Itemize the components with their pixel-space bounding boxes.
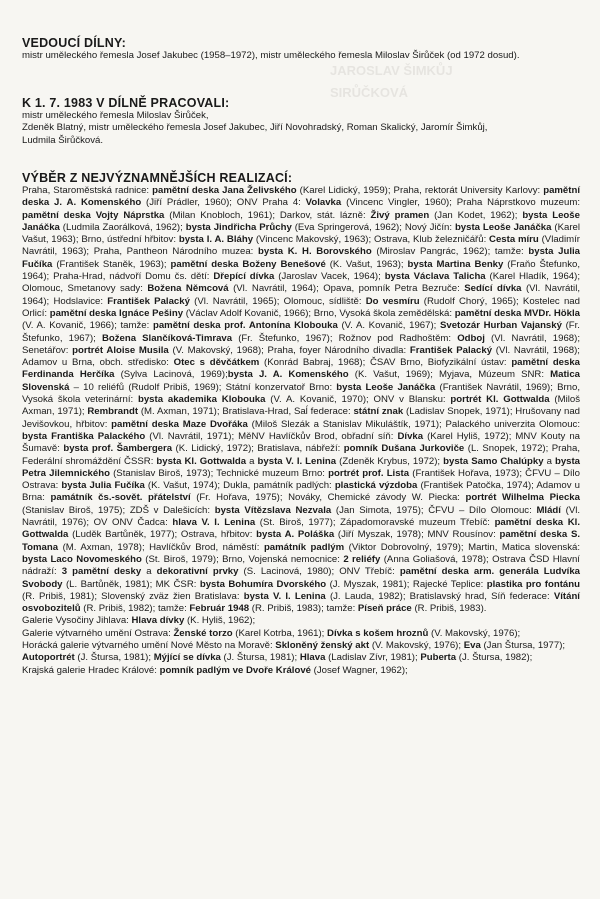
work-title: Odboj xyxy=(457,332,485,344)
work-title: bysta V. I. Lenina xyxy=(243,590,326,602)
staff-line: Ludmila Širůčková. xyxy=(22,134,104,146)
work-title: pomník padlým ve Dvoře Králové xyxy=(159,664,311,676)
work-detail: (Luděk Bartůněk, 1977); Ostrava, hřbitov: xyxy=(68,529,257,541)
work-title: bysta Vítězslava Nezvala xyxy=(214,504,332,516)
work-title: Mládí xyxy=(536,504,561,516)
work-title: portrét Wilhelma Piecka xyxy=(465,492,580,504)
work-detail: Praha, Staroměstská radnice: xyxy=(22,185,153,196)
work-detail: (Anna Goliašová, 1978); Ostrava ČSD Hlavní nádraží: xyxy=(22,553,580,578)
work-title: Dívka s košem hroznů xyxy=(327,627,429,639)
work-detail: Horácká galerie výtvarného umění Nové Město na Moravě: xyxy=(22,639,276,651)
work-detail: (R. Pribiš, 1983). xyxy=(411,603,487,615)
work-title: František Palacký xyxy=(107,295,190,307)
work-title: pamětní deska Ignáce Pešiny xyxy=(49,307,184,319)
work-title: bysta Kl. Gottwalda xyxy=(156,455,247,467)
work-detail: – 10 reliéfů (Rudolf Pribiš, 1969); Státní konzervatoř Brno: xyxy=(69,381,337,393)
work-title: bysta Julia Fučíka xyxy=(22,246,580,270)
work-title: pamětní deska Vojty Náprstka xyxy=(22,209,165,221)
work-title: Puberta xyxy=(420,652,457,664)
work-detail: (Vincenc Makovský, 1963); Ostrava, Klub železničářů: xyxy=(253,234,490,246)
work-title: pamětní deska Maze Dvořáka xyxy=(111,418,248,430)
work-title: dekorativní prvky xyxy=(156,566,239,578)
work-title: Eva xyxy=(463,639,481,651)
work-detail: (Fr. Hořava, 1975); Nováky, Chemické závody W. Piecka: xyxy=(190,492,466,504)
work-detail: (R. Pribiš, 1981); Slovenský zväz žien Bratislava: xyxy=(22,590,244,602)
work-detail: (Vl. Navrátil, 1968); Senetářov: xyxy=(22,332,580,356)
gallery-paragraph xyxy=(22,628,580,640)
work-detail: (Ladislav Snopek, 1971); Hrušovany nad Jevišovkou, hřbitov: xyxy=(22,406,580,430)
work-title: bysta Leoše Janáčka xyxy=(22,209,580,233)
work-title: 3 pamětní desky xyxy=(61,566,142,578)
work-detail: a xyxy=(141,566,157,578)
work-detail: (J. Štursa, 1982); xyxy=(456,652,533,664)
work-detail: (Jaroslav Vacek, 1964); xyxy=(274,271,385,283)
work-title: pamětní deska Ferdinanda Herčíka xyxy=(22,357,581,381)
work-title: plastická výzdoba xyxy=(334,480,418,492)
work-detail: (K. Vašut, 1969); Myjava, Múzeum SNR: xyxy=(348,369,551,381)
work-title: pamětní deska prof. Antonína Klobouka xyxy=(152,320,338,332)
work-title: Mýjící se dívka xyxy=(153,652,221,664)
work-detail: (K. Hyliš, 1962); xyxy=(184,615,256,627)
work-detail: (Miloš Slezák a Stanislav Mikuláštík, 1971); Palackého univerzita Olomouc: xyxy=(247,418,580,430)
work-title: 2 reliéfy xyxy=(343,553,381,565)
work-detail: (Milan Knobloch, 1961); Darkov, stát. lázně: xyxy=(164,209,371,221)
work-detail: (Vl. Navrátil, 1965); Olomouc, sídliště: xyxy=(189,295,366,307)
gallery-paragraph xyxy=(22,615,580,627)
work-title: bysta prof. Šambergera xyxy=(63,443,173,455)
work-detail: (L. Bartůněk, 1981); MK ČSR: xyxy=(62,578,200,590)
work-title: Skloněný ženský akt xyxy=(275,639,370,651)
work-detail: (V. A. Kovanič, 1966); tamže: xyxy=(22,320,153,332)
work-title: pamětní deska MVDr. Hökla xyxy=(454,307,580,319)
work-title: pamětní deska J. A. Komenského xyxy=(22,185,580,209)
work-detail: (Ludmila Zaorálková, 1962); xyxy=(59,221,186,233)
work-title: bysta Jindřicha Průchy xyxy=(185,221,292,233)
section-realizations xyxy=(22,171,580,677)
work-title: bysta A. Poláška xyxy=(256,529,335,541)
work-detail: (Vincenc Vingler, 1960); Praha Náprstkovo muzeum: xyxy=(341,197,580,209)
work-title: Vítání osvobozitelů xyxy=(22,590,580,615)
work-title: Hlava dívky xyxy=(131,615,185,627)
work-detail: (Vl. Navrátil, 1964); Opava, pomník Petra Bezruče: xyxy=(228,283,465,295)
work-detail: (Karel Hladík, 1964); Olomouc, Smetanovy sady: xyxy=(22,271,580,295)
work-title: bysta Petra Jilemnického xyxy=(22,455,581,479)
work-title: bysta K. H. Borovského xyxy=(258,246,372,258)
work-detail: (V. A. Kovanič, 1967); xyxy=(337,320,440,332)
work-detail: (Jan Štursa, 1977); xyxy=(480,639,566,651)
work-title: portrét prof. Lista xyxy=(328,467,410,479)
section-heading: K 1. 7. 1983 V DÍLNĚ PRACOVALI: xyxy=(22,96,230,110)
work-detail: (R. Pribiš, 1983); tamže: xyxy=(249,603,358,615)
work-detail: (Rudolf Chorý, 1965); Kostelec nad Orlicí: xyxy=(22,295,580,319)
section-heading: VÝBĚR Z NEJVÝZNAMNĚJŠÍCH REALIZACÍ: xyxy=(22,171,293,185)
work-detail: (Jiří Myszak, 1978); MNV Rousínov: xyxy=(334,529,500,541)
work-detail: (Vl. Navrátil, 1968); Adamov u Brna, obch. středisko: xyxy=(22,344,580,369)
work-detail: (Zdeněk Krybus, 1972); xyxy=(336,455,444,467)
work-detail: (Miloš Axman, 1971); xyxy=(22,394,581,418)
work-title: Matica Slovenská xyxy=(22,369,580,393)
work-detail: (František Navrátil, 1969); Brno, Vysoká škola veterinární: xyxy=(22,381,581,406)
work-detail: (J. Štursa, 1981); xyxy=(220,652,300,664)
work-title: Rembrandt xyxy=(87,406,139,418)
work-title: Cesta míru xyxy=(489,234,539,246)
work-detail: Galerie výtvarného umění Ostrava: xyxy=(22,627,174,639)
work-title: pamětní deska Jana Želivského xyxy=(152,185,297,196)
work-detail: (J. Myszak, 1981); Rajecké Teplice: xyxy=(326,578,487,590)
work-detail: (Karel Kotrba, 1961); xyxy=(232,627,328,639)
work-title: Otec s děvčátkem xyxy=(173,357,260,369)
show-through-text: JAROSLAV ŠIMKŮJ SIRŮČKOVÁ xyxy=(330,63,453,100)
work-detail: (Vladimír Navrátil, 1963); Praha, Pantheon Národního muzea: xyxy=(22,234,580,258)
work-detail: (Eva Springerová, 1962); Nový Jičín: xyxy=(291,221,455,233)
section-workshop-heads xyxy=(22,36,580,62)
work-title: hlava V. I. Lenina xyxy=(172,517,256,529)
work-detail: (Fraňo Štefunko, 1964); Praha-Hrad, nádvoří Domu čs. dětí: xyxy=(22,258,581,283)
work-title: bysta I. A. Bláhy xyxy=(178,234,254,246)
work-detail: (Václav Adolf Kovanič, 1966); Brno, Vysoká škola zemědělská: xyxy=(183,307,455,319)
work-title: bysta Leoše Janáčka xyxy=(336,381,436,393)
work-detail: Galerie Vysočiny Jihlava: xyxy=(22,615,132,627)
work-title: plastika pro fontánu xyxy=(486,578,580,590)
work-title: portrét Kl. Gottwalda xyxy=(450,394,550,406)
work-title: bysta V. I. Lenina xyxy=(257,455,337,467)
work-detail: (František Hořava, 1973); ČFVU – Dílo Ostrava: xyxy=(22,467,581,492)
work-detail: (St. Biroš, 1979); Brno, Vojenská nemocnice: xyxy=(141,553,344,565)
work-title: bysta Laco Novomeského xyxy=(22,553,142,565)
work-title: Píseň práce xyxy=(357,603,412,615)
work-detail: (Viktor Dobrovolný, 1979); Martin, Matica slovenská: xyxy=(344,541,580,553)
work-title: bysta akademika Klobouka xyxy=(137,394,266,406)
work-title: František Palacký xyxy=(409,344,493,356)
work-detail: (Stanislav Biroš, 1975); ZDŠ v Dalešicích: xyxy=(22,504,215,516)
section-heading: VEDOUCÍ DÍLNY: xyxy=(22,36,126,50)
work-detail: (Karel Lidický, 1959); Praha, rektorát University Karlovy: xyxy=(296,185,544,196)
work-detail: (Vl. Navrátil, 1964); Hodslavice: xyxy=(22,283,580,307)
work-detail: (M. Axman, 1971); Bratislava-Hrad, Saĺ federace: xyxy=(138,406,354,418)
work-title: bysta Bohumíra Dvorského xyxy=(199,578,327,590)
work-title: bysta J. A. Komenského xyxy=(227,369,349,381)
work-detail: (Vl. Navrátil, 1971); MěNV Havlíčkův Brod, obřadní síň: xyxy=(145,430,398,442)
work-title: bysta Václava Talicha xyxy=(384,271,486,283)
work-detail: (L. Snopek, 1972); Praha, Federální shromáždění ČSSR: xyxy=(22,443,580,467)
work-title: Dívka xyxy=(397,430,424,442)
work-detail: (Josef Wagner, 1962); xyxy=(311,664,408,676)
work-title: památník čs.-sovět. přátelství xyxy=(50,492,191,504)
work-detail: (Stanislav Biroš, 1973); Technické muzeum Brno: xyxy=(109,467,329,479)
work-title: Autoportrét xyxy=(22,652,75,664)
work-title: pomník Dušana Jurkoviče xyxy=(343,443,465,455)
work-title: bysta Františka Palackého xyxy=(22,430,146,442)
work-detail: (Fr. Štefunko, 1967); Rožnov pod Radhoštěm: xyxy=(232,332,458,344)
work-detail: a xyxy=(543,455,555,467)
work-detail: (Fr. Štefunko, 1967); xyxy=(22,320,580,344)
work-detail: (V. Makovský, 1976); xyxy=(428,627,521,639)
work-detail: (R. Pribiš, 1982); tamže: xyxy=(80,603,190,615)
work-title: portrét Aloise Musila xyxy=(72,344,169,356)
work-detail: (S. Lacinová, 1980); ONV Třebíč: xyxy=(238,566,400,578)
work-title: bysta Leoše Janáčka xyxy=(454,221,552,233)
work-title: Volavka xyxy=(305,197,342,209)
work-title: bysta Martina Benky xyxy=(407,258,504,270)
work-title: pamětní deska arm. generála Ludvíka Svobody xyxy=(22,566,580,590)
work-detail: (Jiří Prádler, 1960); ONV Praha 4: xyxy=(141,197,306,209)
gallery-paragraph xyxy=(22,665,580,677)
work-detail: (Sylva Lacinová, 1969); xyxy=(114,369,228,381)
work-detail: a xyxy=(246,455,258,467)
realizations-list xyxy=(22,185,580,677)
work-detail: (St. Biroš, 1977); Západomoravské muzeum Třebíč: xyxy=(255,517,495,529)
work-title: bysta Julia Fučíka xyxy=(61,480,145,492)
work-title: bysta Samo Chalúpky xyxy=(443,455,544,467)
realizations-paragraph xyxy=(22,185,580,615)
work-detail: (V. A. Kovanič, 1970); ONV v Blansku: xyxy=(265,394,451,406)
work-title: Do vesmíru xyxy=(365,295,420,307)
work-detail: (M. Axman, 1978); Havlíčkův Brod, náměstí: xyxy=(58,541,264,553)
staff-line: Zdeněk Blatný, mistr uměleckého řemesla Josef Jakubec, Jiří Novohradský, Roman Skalický, Jaromír Šimkůj, xyxy=(22,122,488,134)
work-detail: (K. Lidický, 1972); Bratislava, nábřeží: xyxy=(172,443,344,455)
work-detail: (Miroslav Pangrác, 1962); tamže: xyxy=(371,246,529,258)
work-detail: (K. Vašut, 1963); xyxy=(325,258,408,270)
work-detail: (Jan Kodet, 1962); xyxy=(429,209,523,221)
work-detail: (J. Štursa, 1981); xyxy=(74,652,154,664)
section-workshop-staff xyxy=(22,96,580,147)
work-title: Božena Slančíková-Timrava xyxy=(101,332,233,344)
work-detail: (V. Makovský, 1968); Praha, foyer Národního divadla: xyxy=(168,344,410,356)
gallery-paragraph xyxy=(22,640,580,665)
work-detail: (Karel Hyliš, 1972); MNV Kouty na Šumavě: xyxy=(22,430,581,455)
work-detail: (František Staněk, 1963); xyxy=(52,258,171,270)
work-title: Božena Němcová xyxy=(147,283,229,295)
work-detail: Krajská galerie Hradec Králové: xyxy=(22,664,160,676)
work-detail: (V. Makovský, 1976); xyxy=(369,639,464,651)
work-detail: (J. Lauda, 1982); Bratislavský hrad, Síň federace: xyxy=(325,590,554,602)
work-title: pamětní deska Boženy Benešové xyxy=(170,258,326,270)
work-title: Sedící dívka xyxy=(464,283,522,295)
work-detail: (Karel Vašut, 1963); Brno, ústřední hřbitov: xyxy=(22,221,580,246)
work-title: Hlava xyxy=(299,652,326,664)
work-detail: (Konrád Babraj, 1968); ČSAV Brno, Biofyzikální ústav: xyxy=(259,357,512,369)
section-text: mistr uměleckého řemesla Josef Jakubec (1958–1972), mistr uměleckého řemesla Miloslav Širůček (od 1972 dosud). xyxy=(22,50,520,61)
work-title: pamětní deska Kl. Gottwalda xyxy=(22,517,580,541)
work-title: Ženské torzo xyxy=(173,627,233,639)
work-title: Svetozár Hurban Vajanský xyxy=(439,320,562,332)
work-title: státní znak xyxy=(353,406,404,418)
work-detail: (Ladislav Zívr, 1981); xyxy=(325,652,421,664)
work-detail: (K. Vašut, 1974); Dukla, památník padlých: xyxy=(144,480,335,492)
work-title: Dřepící dívka xyxy=(213,271,275,283)
work-detail: (Vl. Navrátil, 1976); OV ONV Čadca: xyxy=(22,504,581,529)
staff-line: mistr uměleckého řemesla Miloslav Širůček, xyxy=(22,110,209,121)
work-title: Február 1948 xyxy=(189,603,250,615)
work-title: pamětní deska S. Tomana xyxy=(22,529,581,553)
work-detail: (František Patočka, 1974); Adamov u Brna: xyxy=(22,480,580,504)
work-title: památník padlým xyxy=(263,541,345,553)
work-detail: (Jan Simota, 1975); ČFVU – Dílo Olomouc: xyxy=(331,504,537,516)
work-title: Živý pramen xyxy=(370,209,430,221)
